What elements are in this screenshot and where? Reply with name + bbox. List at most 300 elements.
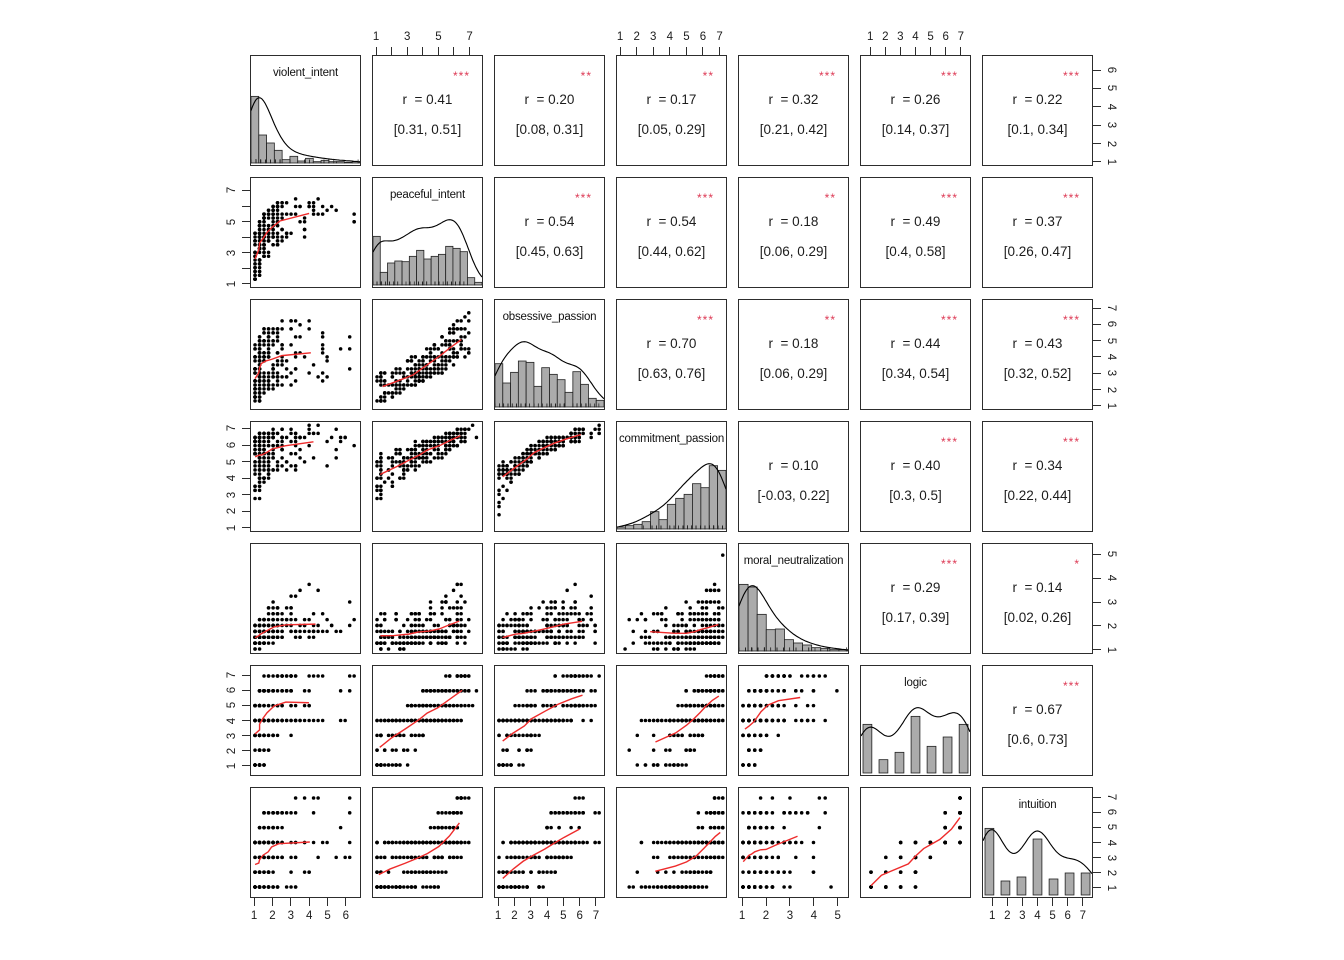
axis-tick bbox=[870, 47, 871, 55]
axis-tick bbox=[1037, 898, 1038, 906]
panel-canvas bbox=[251, 788, 360, 897]
scatter-commitment_passion-vs-logic bbox=[616, 665, 727, 776]
axis-tick-label: 3 bbox=[1105, 854, 1117, 861]
corr-violent_intent-intuition bbox=[982, 55, 1093, 166]
axis-tick-label: 5 bbox=[1105, 85, 1117, 92]
corr-obsessive_passion-commitment_passion bbox=[616, 299, 727, 410]
axis-tick bbox=[1093, 324, 1101, 325]
axis-tick-label: 1 bbox=[226, 280, 238, 288]
axis-tick-label: 4 bbox=[1105, 574, 1117, 582]
confidence-interval: [0.08, 0.31] bbox=[515, 122, 584, 137]
axis-tick-label: 6 bbox=[1105, 321, 1117, 328]
axis-tick bbox=[242, 478, 250, 479]
axis-tick-label: 2 bbox=[226, 747, 238, 754]
axis-tick-label: 1 bbox=[1105, 884, 1117, 892]
axis-tick-label: 1 bbox=[226, 762, 238, 770]
axis-tick-label: 3 bbox=[404, 31, 411, 43]
scatter-violent_intent-vs-moral_neutralization bbox=[250, 543, 361, 654]
panel-canvas bbox=[495, 422, 604, 531]
axis-tick bbox=[1093, 340, 1101, 341]
confidence-interval: [0.63, 0.76] bbox=[637, 366, 706, 381]
axis-tick-label: 2 bbox=[511, 910, 518, 922]
panel-canvas bbox=[373, 788, 482, 897]
correlation-value: r = 0.26 bbox=[890, 92, 941, 107]
axis-tick bbox=[1093, 373, 1101, 374]
axis-tick bbox=[563, 898, 564, 906]
axis-tick bbox=[345, 898, 346, 906]
axis-tick-label: 7 bbox=[466, 31, 473, 43]
significance-stars: *** bbox=[940, 435, 958, 449]
axis-tick bbox=[1093, 649, 1101, 650]
axis-tick bbox=[1093, 812, 1101, 813]
axis-tick bbox=[1093, 842, 1101, 843]
significance-stars: ** bbox=[824, 313, 836, 327]
significance-stars: *** bbox=[452, 69, 470, 83]
correlation-value: r = 0.29 bbox=[890, 580, 941, 595]
axis-tick-label: 1 bbox=[372, 31, 380, 43]
axis-tick-label: 3 bbox=[287, 910, 295, 922]
corr-commitment_passion-logic bbox=[860, 421, 971, 532]
axis-tick-label: 6 bbox=[226, 441, 238, 449]
axis-tick-label: 2 bbox=[226, 508, 238, 515]
panel-canvas bbox=[251, 666, 360, 775]
significance-stars: *** bbox=[696, 313, 714, 327]
axis-tick bbox=[453, 47, 454, 55]
significance-stars: *** bbox=[940, 69, 958, 83]
corr-obsessive_passion-moral_neutralization bbox=[738, 299, 849, 410]
axis-tick bbox=[766, 898, 767, 906]
corr-obsessive_passion-logic bbox=[860, 299, 971, 410]
scatter-violent_intent-vs-peaceful_intent bbox=[250, 177, 361, 288]
axis-tick bbox=[1022, 898, 1023, 906]
axis-tick bbox=[242, 511, 250, 512]
corr-violent_intent-peaceful_intent bbox=[372, 55, 483, 166]
axis-tick bbox=[789, 898, 790, 906]
significance-stars: *** bbox=[1062, 69, 1080, 83]
axis-tick bbox=[242, 690, 250, 691]
axis-tick-label: 2 bbox=[1004, 910, 1011, 922]
axis-tick bbox=[1093, 857, 1101, 858]
axis-tick-label: 1 bbox=[494, 910, 502, 922]
panel-canvas bbox=[373, 666, 482, 775]
variable-label: moral_neutralization bbox=[743, 555, 844, 567]
axis-tick bbox=[595, 898, 596, 906]
corr-commitment_passion-intuition bbox=[982, 421, 1093, 532]
axis-tick bbox=[1093, 797, 1101, 798]
significance-stars: *** bbox=[940, 557, 958, 571]
axis-tick bbox=[242, 445, 250, 446]
axis-tick-label: 6 bbox=[1105, 809, 1117, 816]
axis-tick bbox=[242, 206, 250, 207]
diag-histogram-obsessive_passion bbox=[494, 299, 605, 410]
variable-label: intuition bbox=[1018, 799, 1057, 811]
variable-label: violent_intent bbox=[273, 67, 338, 79]
significance-stars: *** bbox=[940, 313, 958, 327]
axis-tick bbox=[1082, 898, 1083, 906]
axis-tick-label: 5 bbox=[1105, 337, 1117, 344]
correlation-value: r = 0.41 bbox=[402, 92, 453, 107]
confidence-interval: [0.21, 0.42] bbox=[759, 122, 828, 137]
axis-tick-label: 2 bbox=[1105, 869, 1117, 876]
axis-tick bbox=[1093, 578, 1101, 579]
panel-canvas bbox=[495, 666, 604, 775]
axis-tick bbox=[1093, 405, 1101, 406]
scatter-logic-vs-intuition bbox=[860, 787, 971, 898]
axis-tick bbox=[242, 190, 250, 191]
axis-tick bbox=[242, 705, 250, 706]
correlation-value: r = 0.49 bbox=[890, 214, 941, 229]
axis-tick bbox=[620, 47, 621, 55]
axis-tick-label: 4 bbox=[810, 910, 818, 922]
axis-tick-label: 6 bbox=[226, 687, 238, 694]
axis-tick bbox=[1093, 70, 1101, 71]
axis-tick-label: 2 bbox=[269, 910, 276, 922]
significance-stars: *** bbox=[696, 191, 714, 205]
axis-tick-label: 1 bbox=[226, 524, 238, 532]
axis-tick-label: 6 bbox=[1105, 66, 1117, 74]
axis-tick bbox=[242, 720, 250, 721]
axis-tick-label: 3 bbox=[1105, 121, 1117, 129]
correlation-value: r = 0.34 bbox=[1012, 458, 1063, 473]
axis-tick-label: 7 bbox=[1105, 793, 1117, 801]
axis-tick-label: 4 bbox=[1034, 910, 1041, 922]
axis-tick bbox=[1093, 125, 1101, 126]
axis-tick bbox=[1093, 88, 1101, 89]
axis-tick-label: 7 bbox=[592, 910, 600, 922]
correlation-value: r = 0.54 bbox=[524, 214, 575, 229]
confidence-interval: [0.06, 0.29] bbox=[759, 244, 828, 259]
axis-tick bbox=[915, 47, 916, 55]
axis-tick-label: 2 bbox=[762, 910, 770, 922]
axis-tick-label: 6 bbox=[342, 910, 350, 922]
axis-tick bbox=[1093, 625, 1101, 626]
diag-histogram-peaceful_intent bbox=[372, 177, 483, 288]
variable-label: peaceful_intent bbox=[389, 189, 465, 201]
confidence-interval: [0.05, 0.29] bbox=[637, 122, 706, 137]
correlation-value: r = 0.32 bbox=[768, 92, 819, 107]
variable-label: commitment_passion bbox=[618, 433, 725, 445]
panel-grid bbox=[250, 55, 1093, 898]
confidence-interval: [0.31, 0.51] bbox=[393, 122, 462, 137]
axis-tick-label: 5 bbox=[226, 218, 238, 225]
variable-label: obsessive_passion bbox=[502, 311, 597, 323]
axis-tick-label: 2 bbox=[1105, 140, 1117, 147]
axis-tick bbox=[1093, 827, 1101, 828]
confidence-interval: [-0.03, 0.22] bbox=[757, 488, 830, 503]
axis-tick-label: 7 bbox=[1105, 304, 1117, 312]
axis-tick bbox=[653, 47, 654, 55]
confidence-interval: [0.34, 0.54] bbox=[881, 366, 950, 381]
correlation-value: r = 0.54 bbox=[646, 214, 697, 229]
corr-peaceful_intent-moral_neutralization bbox=[738, 177, 849, 288]
axis-tick-label: 7 bbox=[226, 671, 238, 679]
axis-tick-label: 7 bbox=[957, 31, 965, 43]
axis-tick-label: 4 bbox=[666, 31, 674, 43]
panel-canvas bbox=[251, 422, 360, 531]
significance-stars: ** bbox=[580, 69, 592, 83]
axis-tick bbox=[1093, 389, 1101, 390]
axis-tick bbox=[885, 47, 886, 55]
axis-tick bbox=[1093, 143, 1101, 144]
axis-tick-label: 1 bbox=[738, 910, 746, 922]
axis-tick-label: 7 bbox=[1079, 910, 1087, 922]
panel-canvas bbox=[739, 788, 848, 897]
axis-tick bbox=[327, 898, 328, 906]
axis-tick-label: 7 bbox=[226, 425, 238, 432]
confidence-interval: [0.22, 0.44] bbox=[1003, 488, 1072, 503]
axis-tick-label: 5 bbox=[324, 910, 331, 922]
confidence-interval: [0.32, 0.52] bbox=[1003, 366, 1072, 381]
axis-tick-label: 1 bbox=[1105, 402, 1117, 410]
axis-tick bbox=[242, 461, 250, 462]
scatter-moral_neutralization-vs-intuition bbox=[738, 787, 849, 898]
scatter-violent_intent-vs-intuition bbox=[250, 787, 361, 898]
corr-moral_neutralization-logic bbox=[860, 543, 971, 654]
significance-stars: ** bbox=[824, 191, 836, 205]
axis-tick bbox=[1093, 554, 1101, 555]
corr-violent_intent-moral_neutralization bbox=[738, 55, 849, 166]
axis-tick bbox=[719, 47, 720, 55]
axis-tick bbox=[945, 47, 946, 55]
confidence-interval: [0.1, 0.34] bbox=[1007, 122, 1068, 137]
axis-tick bbox=[1067, 898, 1068, 906]
axis-tick bbox=[1093, 602, 1101, 603]
scatter-commitment_passion-vs-moral_neutralization bbox=[616, 543, 727, 654]
confidence-interval: [0.3, 0.5] bbox=[889, 488, 942, 503]
axis-tick-label: 6 bbox=[699, 31, 707, 43]
axis-tick bbox=[636, 47, 637, 55]
axis-tick-label: 1 bbox=[1105, 158, 1117, 166]
correlation-value: r = 0.18 bbox=[768, 214, 819, 229]
axis-tick-label: 6 bbox=[576, 910, 583, 922]
corr-commitment_passion-moral_neutralization bbox=[738, 421, 849, 532]
axis-tick-label: 5 bbox=[560, 910, 567, 922]
axis-tick-label: 2 bbox=[1105, 622, 1117, 630]
correlation-value: r = 0.37 bbox=[1012, 214, 1063, 229]
significance-stars: *** bbox=[818, 69, 836, 83]
corr-violent_intent-obsessive_passion bbox=[494, 55, 605, 166]
axis-tick-label: 1 bbox=[616, 31, 624, 43]
significance-stars: *** bbox=[1062, 313, 1080, 327]
scatter-obsessive_passion-vs-commitment_passion bbox=[494, 421, 605, 532]
axis-tick bbox=[742, 898, 743, 906]
axis-tick-label: 4 bbox=[543, 910, 551, 922]
axis-tick bbox=[391, 47, 392, 55]
axis-tick-label: 1 bbox=[988, 910, 996, 922]
panel-canvas bbox=[251, 544, 360, 653]
axis-tick bbox=[438, 47, 439, 55]
axis-tick bbox=[837, 898, 838, 906]
axis-tick-label: 2 bbox=[633, 31, 640, 43]
axis-tick-label: 5 bbox=[1049, 910, 1056, 922]
confidence-interval: [0.6, 0.73] bbox=[1007, 732, 1068, 747]
panel-canvas bbox=[373, 544, 482, 653]
scatter-obsessive_passion-vs-logic bbox=[494, 665, 605, 776]
axis-tick bbox=[1093, 308, 1101, 309]
correlation-value: r = 0.67 bbox=[1012, 702, 1063, 717]
axis-tick-label: 3 bbox=[226, 732, 238, 739]
axis-tick-label: 3 bbox=[897, 31, 904, 43]
axis-tick bbox=[242, 765, 250, 766]
axis-tick bbox=[669, 47, 670, 55]
axis-tick-label: 4 bbox=[226, 474, 238, 482]
corr-moral_neutralization-intuition bbox=[982, 543, 1093, 654]
diag-histogram-intuition bbox=[982, 787, 1093, 898]
confidence-interval: [0.4, 0.58] bbox=[885, 244, 946, 259]
axis-tick bbox=[376, 47, 377, 55]
significance-stars: *** bbox=[1062, 435, 1080, 449]
diag-histogram-commitment_passion bbox=[616, 421, 727, 532]
significance-stars: ** bbox=[702, 69, 714, 83]
axis-tick bbox=[1093, 356, 1101, 357]
axis-tick bbox=[547, 898, 548, 906]
axis-tick-label: 4 bbox=[1105, 839, 1117, 846]
scatter-peaceful_intent-vs-moral_neutralization bbox=[372, 543, 483, 654]
scatter-obsessive_passion-vs-intuition bbox=[494, 787, 605, 898]
axis-tick bbox=[242, 735, 250, 736]
axis-tick bbox=[930, 47, 931, 55]
axis-tick-label: 6 bbox=[942, 31, 949, 43]
correlation-value: r = 0.10 bbox=[768, 458, 819, 473]
confidence-interval: [0.06, 0.29] bbox=[759, 366, 828, 381]
axis-tick-label: 5 bbox=[927, 31, 934, 43]
axis-tick bbox=[254, 898, 255, 906]
axis-tick bbox=[242, 221, 250, 222]
variable-label: logic bbox=[904, 677, 927, 689]
panel-canvas bbox=[617, 544, 726, 653]
confidence-interval: [0.26, 0.47] bbox=[1003, 244, 1072, 259]
scatter-peaceful_intent-vs-intuition bbox=[372, 787, 483, 898]
axis-tick bbox=[242, 283, 250, 284]
corr-obsessive_passion-intuition bbox=[982, 299, 1093, 410]
axis-tick-label: 3 bbox=[226, 491, 238, 498]
axis-tick-label: 5 bbox=[226, 702, 238, 709]
axis-tick-label: 3 bbox=[1105, 598, 1117, 606]
axis-tick-label: 1 bbox=[866, 31, 874, 43]
corr-violent_intent-logic bbox=[860, 55, 971, 166]
axis-tick bbox=[309, 898, 310, 906]
axis-tick-label: 2 bbox=[882, 31, 889, 43]
significance-stars: *** bbox=[940, 191, 958, 205]
axis-tick bbox=[1093, 887, 1101, 888]
panel-canvas bbox=[617, 666, 726, 775]
scatter-peaceful_intent-vs-obsessive_passion bbox=[372, 299, 483, 410]
corr-peaceful_intent-commitment_passion bbox=[616, 177, 727, 288]
axis-tick bbox=[1093, 872, 1101, 873]
correlation-value: r = 0.22 bbox=[1012, 92, 1063, 107]
corr-peaceful_intent-logic bbox=[860, 177, 971, 288]
axis-tick bbox=[242, 494, 250, 495]
axis-tick bbox=[242, 675, 250, 676]
corr-violent_intent-commitment_passion bbox=[616, 55, 727, 166]
axis-tick-label: 1 bbox=[250, 910, 258, 922]
correlation-value: r = 0.20 bbox=[524, 92, 575, 107]
axis-tick bbox=[960, 47, 961, 55]
panel-canvas bbox=[861, 788, 970, 897]
axis-tick-label: 7 bbox=[226, 187, 238, 194]
axis-tick-label: 3 bbox=[527, 910, 534, 922]
axis-tick bbox=[242, 428, 250, 429]
panel-canvas bbox=[617, 788, 726, 897]
confidence-interval: [0.02, 0.26] bbox=[1003, 610, 1072, 625]
axis-tick-label: 1 bbox=[1105, 646, 1117, 654]
confidence-interval: [0.45, 0.63] bbox=[515, 244, 584, 259]
axis-tick bbox=[1093, 106, 1101, 107]
axis-tick bbox=[579, 898, 580, 906]
corr-logic-intuition bbox=[982, 665, 1093, 776]
correlation-value: r = 0.70 bbox=[646, 336, 697, 351]
scatter-violent_intent-vs-obsessive_passion bbox=[250, 299, 361, 410]
diag-histogram-logic bbox=[860, 665, 971, 776]
corr-peaceful_intent-obsessive_passion bbox=[494, 177, 605, 288]
axis-tick bbox=[813, 898, 814, 906]
significance-stars: *** bbox=[1062, 679, 1080, 693]
panel-canvas bbox=[495, 788, 604, 897]
correlation-value: r = 0.18 bbox=[768, 336, 819, 351]
correlation-value: r = 0.44 bbox=[890, 336, 941, 351]
axis-tick-label: 7 bbox=[716, 31, 723, 43]
axis-tick bbox=[530, 898, 531, 906]
axis-tick bbox=[686, 47, 687, 55]
axis-tick bbox=[498, 898, 499, 906]
axis-tick-label: 4 bbox=[305, 910, 313, 922]
axis-tick bbox=[422, 47, 423, 55]
axis-tick bbox=[242, 237, 250, 238]
axis-tick bbox=[1093, 161, 1101, 162]
axis-tick bbox=[702, 47, 703, 55]
scatter-violent_intent-vs-commitment_passion bbox=[250, 421, 361, 532]
confidence-interval: [0.17, 0.39] bbox=[881, 610, 950, 625]
scatter-commitment_passion-vs-intuition bbox=[616, 787, 727, 898]
axis-tick bbox=[1007, 898, 1008, 906]
axis-tick-label: 5 bbox=[683, 31, 690, 43]
axis-tick-label: 3 bbox=[786, 910, 794, 922]
axis-tick-label: 3 bbox=[1105, 370, 1117, 377]
diag-histogram-violent_intent bbox=[250, 55, 361, 166]
confidence-interval: [0.44, 0.62] bbox=[637, 244, 706, 259]
axis-tick bbox=[992, 898, 993, 906]
scatter-moral_neutralization-vs-logic bbox=[738, 665, 849, 776]
axis-tick-label: 2 bbox=[1105, 386, 1117, 393]
axis-tick bbox=[242, 252, 250, 253]
axis-tick bbox=[290, 898, 291, 906]
axis-tick-label: 4 bbox=[226, 717, 238, 724]
axis-tick-label: 3 bbox=[1019, 910, 1026, 922]
panel-canvas bbox=[495, 544, 604, 653]
corr-peaceful_intent-intuition bbox=[982, 177, 1093, 288]
correlation-value: r = 0.43 bbox=[1012, 336, 1063, 351]
significance-stars: *** bbox=[574, 191, 592, 205]
correlation-value: r = 0.40 bbox=[890, 458, 941, 473]
axis-tick-label: 5 bbox=[1105, 824, 1117, 831]
axis-tick bbox=[900, 47, 901, 55]
significance-stars: *** bbox=[1062, 191, 1080, 205]
axis-tick bbox=[1052, 898, 1053, 906]
axis-tick bbox=[469, 47, 470, 55]
correlation-value: r = 0.14 bbox=[1012, 580, 1063, 595]
panel-canvas bbox=[373, 422, 482, 531]
axis-tick-label: 5 bbox=[834, 910, 841, 922]
axis-tick bbox=[242, 268, 250, 269]
axis-tick bbox=[514, 898, 515, 906]
diag-histogram-moral_neutralization bbox=[738, 543, 849, 654]
scatter-violent_intent-vs-logic bbox=[250, 665, 361, 776]
confidence-interval: [0.14, 0.37] bbox=[881, 122, 950, 137]
significance-stars: * bbox=[1074, 557, 1080, 571]
scatter-obsessive_passion-vs-moral_neutralization bbox=[494, 543, 605, 654]
axis-tick-label: 5 bbox=[226, 458, 238, 465]
axis-tick bbox=[272, 898, 273, 906]
